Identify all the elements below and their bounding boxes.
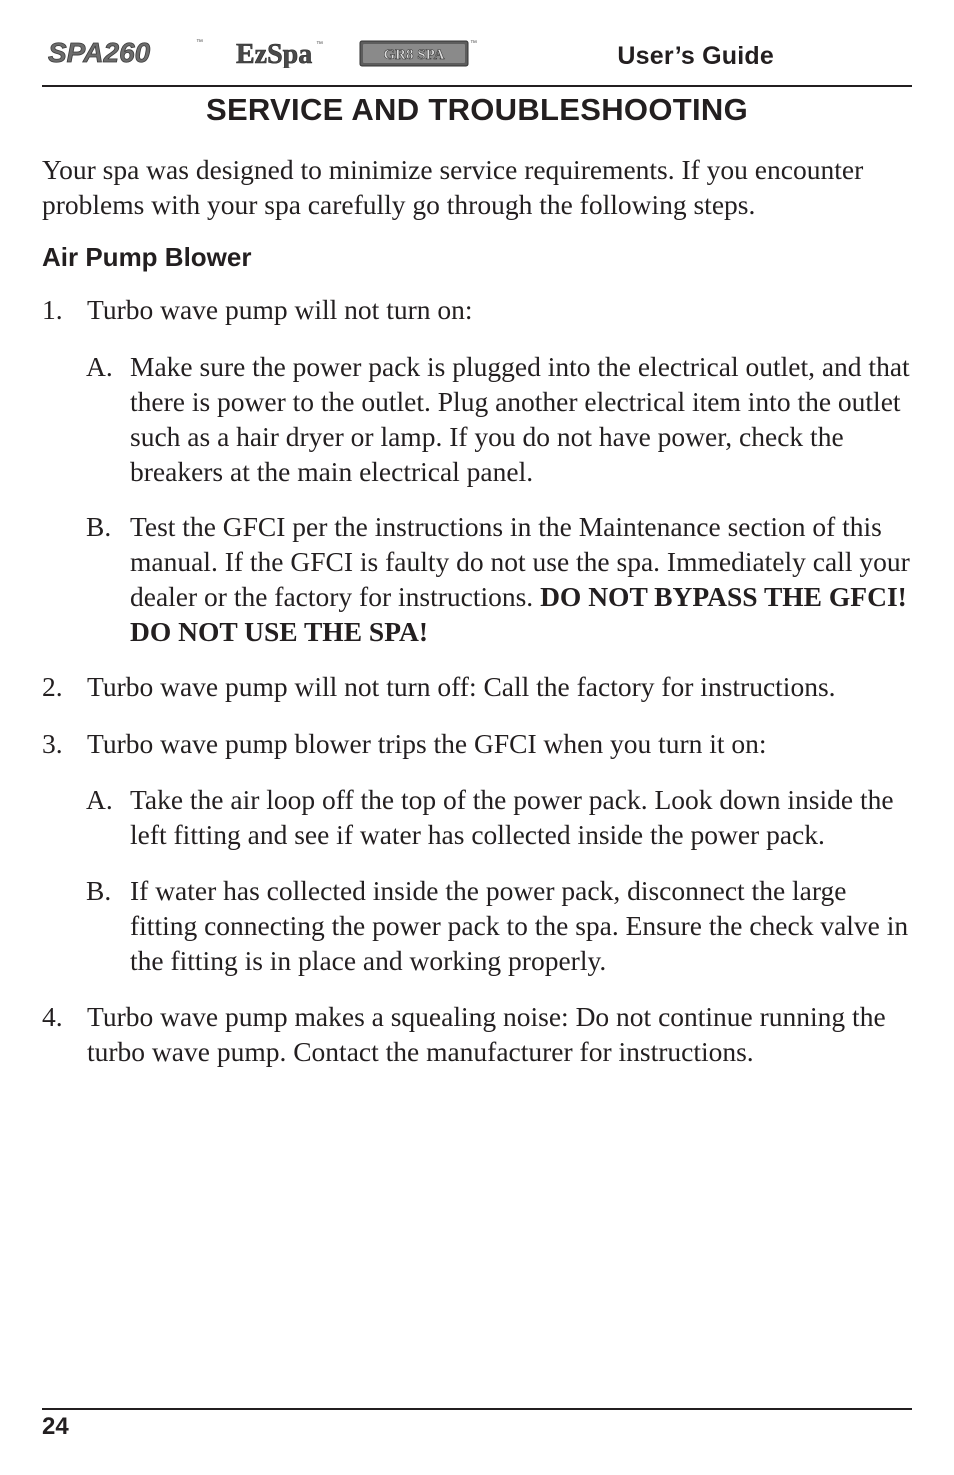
item-marker: A.	[86, 784, 113, 815]
item-text: Turbo wave pump makes a squealing noise: Do not continue running the turbo wave pump. Contact the manufacturer for instructions.	[87, 1001, 886, 1067]
item-marker: 1.	[42, 294, 63, 325]
section-title: SERVICE AND TROUBLESHOOTING	[205, 92, 749, 127]
spa260-logo	[46, 36, 206, 68]
header-divider	[42, 85, 912, 87]
item-text: If water has collected inside the power pack, disconnect the large fitting connecting the power pack to the spa. Ensure the check valve in the fitting is in place and working properly.	[130, 875, 909, 976]
subheading-air-pump-blower: Air Pump Blower	[42, 242, 252, 272]
svg-text:EzSpa: EzSpa	[236, 39, 313, 68]
footer-divider	[42, 1408, 912, 1410]
list-subitem	[86, 873, 912, 978]
item-text: Turbo wave pump will not turn on:	[87, 294, 473, 325]
list-item	[42, 292, 910, 327]
intro-paragraph: Your spa was designed to minimize service requirements. If you encounter problems with your spa carefully go through the following steps.	[42, 154, 864, 220]
list-subitem	[86, 349, 912, 489]
item-marker: A.	[86, 351, 113, 382]
item-marker: 2.	[42, 671, 63, 702]
ezspa-logo	[234, 36, 324, 68]
warning-text: DO NOT BYPASS THE GFCI! DO NOT USE THE SPA!	[130, 581, 907, 647]
item-text: Make sure the power pack is plugged into the electrical outlet, and that there is power to the outlet. Plug another electrical item into the outlet such as a hair dryer or lamp. If you do not have power, check the breakers at the main electrical panel.	[130, 351, 910, 487]
svg-text:SPA260: SPA260	[48, 37, 151, 68]
svg-text:™: ™	[196, 39, 203, 46]
list-subitem	[86, 509, 912, 649]
gr8spa-logo	[358, 36, 482, 68]
item-marker: B.	[86, 511, 112, 542]
svg-text:™: ™	[316, 41, 323, 48]
list-item	[42, 669, 910, 704]
item-text: Take the air loop off the top of the power pack. Look down inside the left fitting and see if water has collected inside the power pack.	[130, 784, 894, 850]
list-item	[42, 726, 910, 761]
item-text: Turbo wave pump will not turn off: Call the factory for instructions.	[87, 671, 836, 702]
svg-text:™: ™	[470, 40, 477, 47]
page-number: 24	[42, 1413, 69, 1440]
list-subitem	[86, 782, 912, 852]
svg-text:GR8 SPA: GR8 SPA	[383, 47, 445, 63]
item-marker: B.	[86, 875, 112, 906]
item-marker: 3.	[42, 728, 63, 759]
item-text: Turbo wave pump blower trips the GFCI when you turn it on:	[87, 728, 767, 759]
item-text-with-warning	[130, 509, 912, 649]
item-marker: 4.	[42, 1001, 63, 1032]
page-header	[42, 30, 912, 88]
list-item	[42, 999, 910, 1069]
guide-title: User’s Guide	[617, 42, 774, 70]
item-text: Test the GFCI per the instructions in the Maintenance section of this manual. If the GFCI is faulty do not use the spa. Immediately call your dealer or the factory for instructions.	[130, 511, 910, 612]
